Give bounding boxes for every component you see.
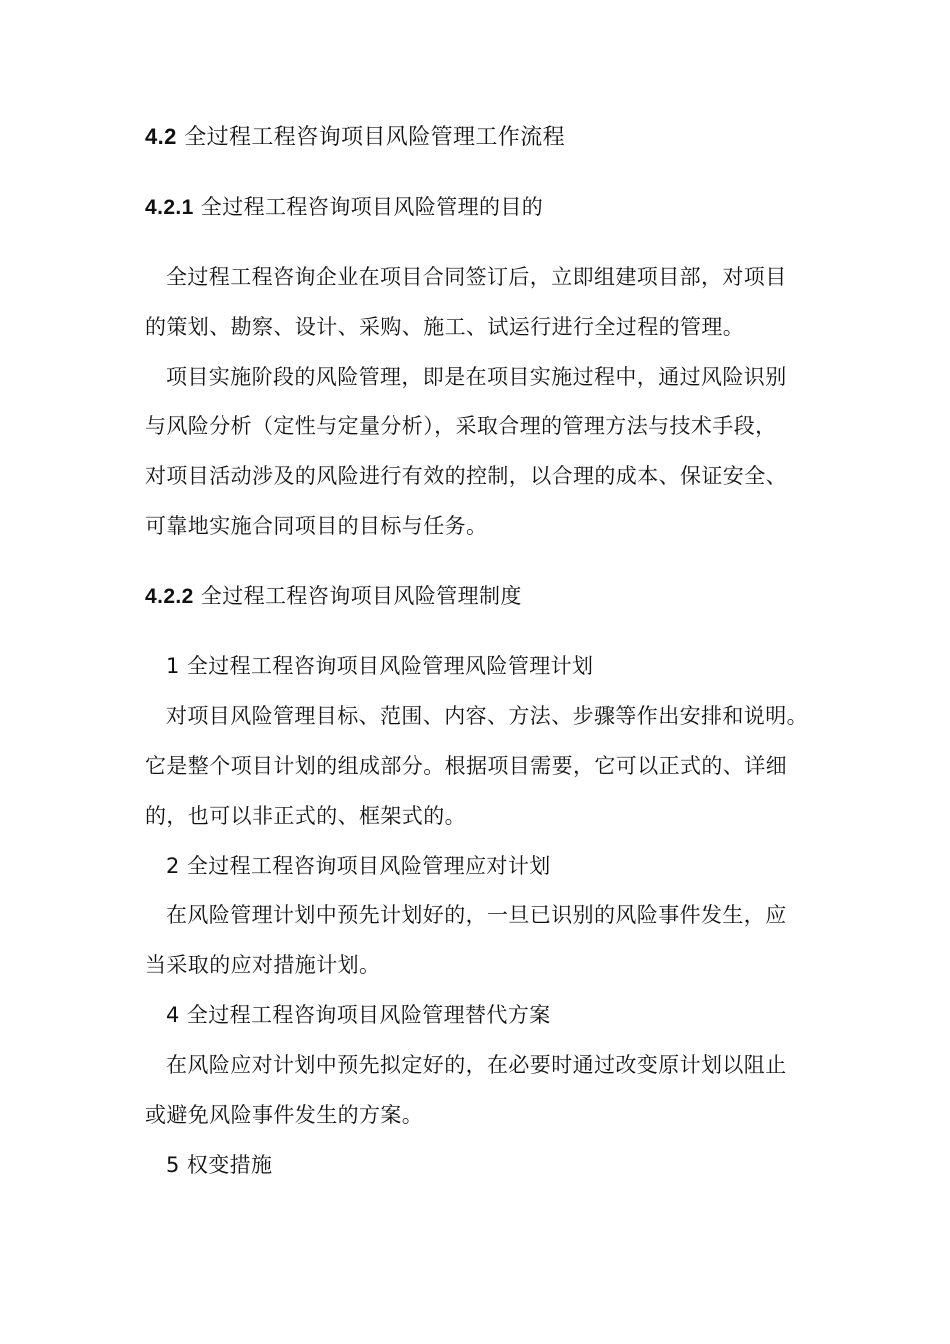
item-1-line-2: 它是整个项目计划的组成部分。根据项目需要，它可以正式的、详细: [145, 754, 787, 778]
item-1-line-3: 的，也可以非正式的、框架式的。: [145, 804, 466, 828]
section-heading: [145, 122, 565, 153]
item-1-line-1: 对项目风险管理目标、范围、内容、方法、步骤等作出安排和说明。: [166, 704, 808, 728]
item-2-line-1: 在风险管理计划中预先计划好的，一旦已识别的风险事件发生，应: [166, 903, 787, 927]
paragraph-2-line-3: 对项目活动涉及的风险进行有效的控制，以合理的成本、保证安全、: [145, 464, 787, 488]
item-2-line-2: 当采取的应对措施计划。: [145, 953, 381, 977]
item-5-title: 5 权变措施: [166, 1153, 273, 1177]
paragraph-1-line-1: 全过程工程咨询企业在项目合同签订后，立即组建项目部，对项目: [166, 265, 787, 289]
paragraph-2-line-4: 可靠地实施合同项目的目标与任务。: [145, 514, 488, 538]
subsection-heading-1: [145, 192, 543, 223]
item-1-title: 1 全过程工程咨询项目风险管理风险管理计划: [166, 654, 594, 678]
paragraph-1-line-2: 的策划、勘察、设计、采购、施工、试运行进行全过程的管理。: [145, 315, 745, 339]
subsection-title-1: 全过程工程咨询项目风险管理的目的: [193, 195, 544, 219]
item-4-line-1: 在风险应对计划中预先拟定好的，在必要时通过改变原计划以阻止: [166, 1053, 787, 1077]
subsection-number-2: 4.2.2: [145, 585, 194, 608]
item-4-title: 4 全过程工程咨询项目风险管理替代方案: [166, 1003, 551, 1027]
section-title: 全过程工程咨询项目风险管理工作流程: [176, 125, 565, 150]
subsection-title-2: 全过程工程咨询项目风险管理制度: [193, 584, 522, 608]
subsection-number-1: 4.2.1: [145, 196, 194, 219]
paragraph-2-line-1: 项目实施阶段的风险管理，即是在项目实施过程中，通过风险识别: [166, 365, 787, 389]
paragraph-2-line-2: 与风险分析（定性与定量分析），采取合理的管理方法与技术手段，: [145, 414, 777, 438]
section-number: 4.2: [145, 124, 177, 149]
subsection-heading-2: [145, 581, 522, 612]
item-2-title: 2 全过程工程咨询项目风险管理应对计划: [166, 854, 551, 878]
item-4-line-2: 或避免风险事件发生的方案。: [145, 1103, 424, 1127]
